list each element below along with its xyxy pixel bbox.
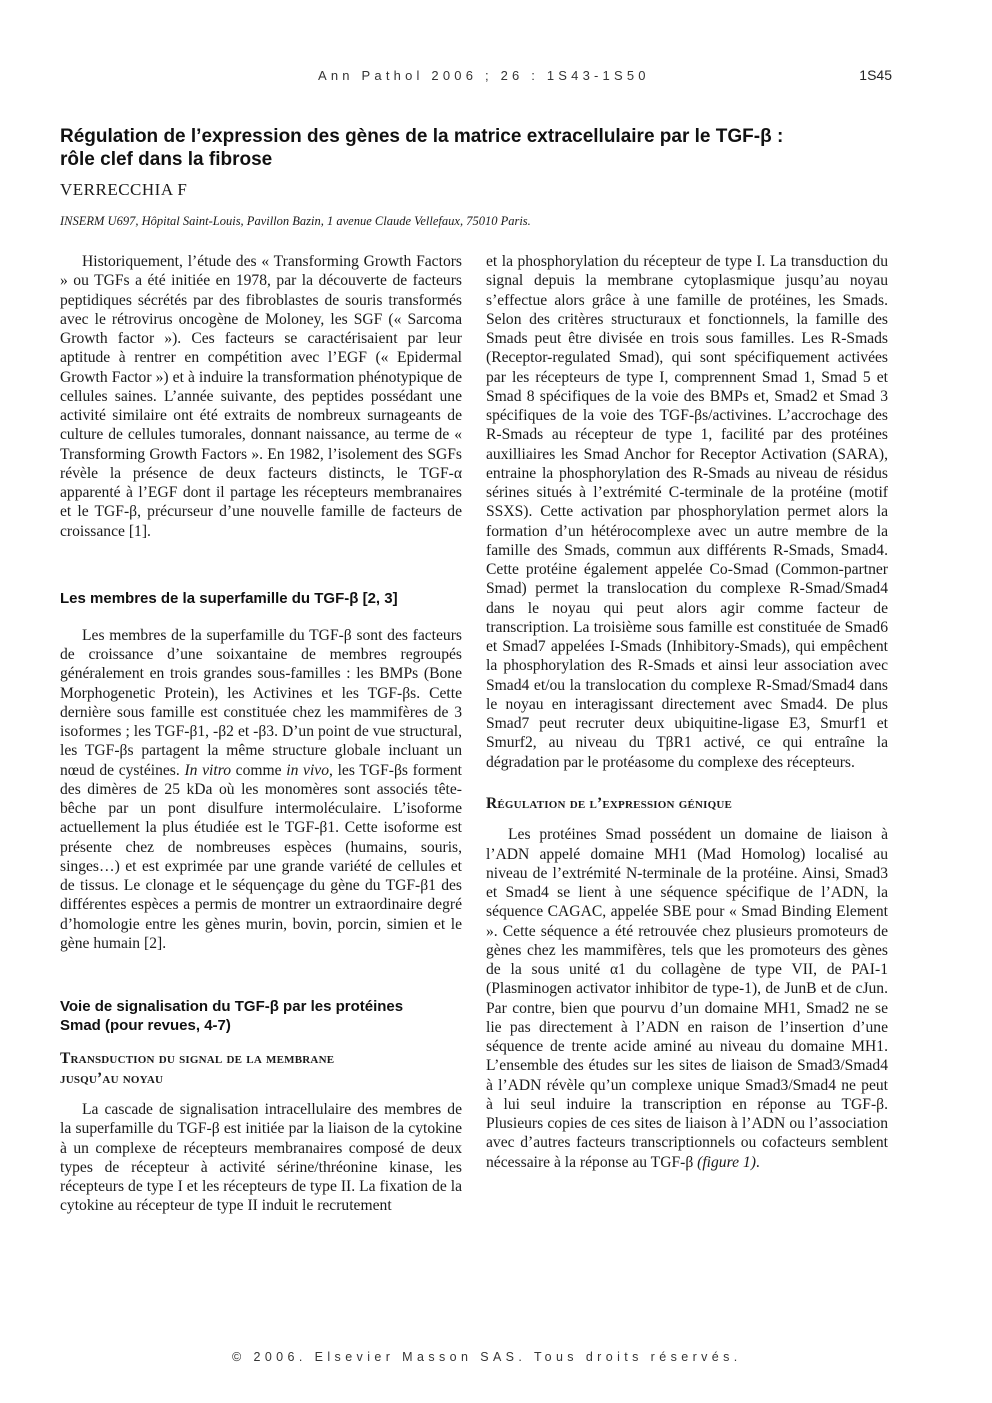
superfamily-text-start: Les membres de la superfamille du TGF-β sont des facteurs de croissance d’une soixantaine de membres regroupés généralement en trois grandes sous-familles : les BMPs (Bone Morphogenetic Protein), les Activines et les TGF-βs. Cette dernière sous famille est constituée chez les mammifères de 3 isoformes ; les TGF-β1, -β2 et -β3. D’un point de vue structural, les TGF-βs partagent la même structure globale incluant un nœud de cystéines. <box>60 626 462 779</box>
receptor-paragraph: et la phosphorylation du récepteur de type I. La transduction du signal depuis la membrane cytoplasmique jusqu’au noyau s’effectue alors grâce à une famille de protéines, les Smads. Selon des critères structuraux et fonctionnels, la famille des Smads peut être divisée en trois sous familles. Les R-Smads (Receptor-regulated Smad), qui sont spécifiquement activées par les récepteurs de type I, comprennent Smad 1, Smad 5 et Smad 8 spécifiques de la voie des BMPs et, Smad2 et Smad 3 spécifiques de la voie des TGF-βs/activines. L’accrochage des R-Smads au récepteur de type 1, facilité par des protéines auxilliaires les Smad Anchor for Receptor Activation (SARA), entraine la phosphorylation des R-Smads au niveau de résidus sérines situés à l’extrémité C-terminale de la protéine (motif SSXS). Cette activation par phosphorylation permet alors la formation d’un hétérocomplexe avec un autre membre de la famille des Smads, commun aux différents R-Smads, Smad4. Cette protéine également appelée Co-Smad (Common-partner Smad) permet la translocation du complexe R-Smad/Smad4 dans le noyau qui peut alors agir comme facteur de transcription. La troisième sous famille est constituée de Smad6 et Smad7 appelées I-Smads (Inhibitory-Smads), qui empêchent la phosphorylation des R-Smads et ainsi leur association avec Smad4 et/ou la translocation du complexe R-Smad/Smad4 dans le noyau en interagissant directement avec Smad4. De plus Smad7 peut recruter deux ubiquitine-ligase E3, Smurf1 et Smurf2, au niveau du TβR1 activé, ce qui entraîne la dégradation par le protéasome du complexe des récepteurs. <box>486 253 888 771</box>
subsection-heading-gene-regulation: Régulation de l’expression génique <box>486 794 733 812</box>
section-heading-superfamily: Les membres de la superfamille du TGF-β [2, 3] <box>60 589 398 607</box>
right-column <box>486 252 888 1172</box>
in-vitro-term: In vitro <box>184 761 231 779</box>
gene-regulation-paragraph <box>486 825 888 1172</box>
subsection-heading-transduction <box>60 1049 462 1088</box>
section-heading-smad-signaling <box>60 997 462 1035</box>
smad-heading-line-2: Smad (pour revues, 4-7) <box>60 1017 231 1034</box>
article-title <box>60 125 860 171</box>
title-line-1: Régulation de l’expression des gènes de la matrice extracellulaire par le TGF-β : <box>60 126 784 147</box>
left-column <box>60 252 462 1216</box>
transduction-paragraph: La cascade de signalisation intracellulaire des membres de la superfamille du TGF-β est initiée par la liaison de la cytokine à un complexe de récepteurs membranaires composé de deux types de récepteur à activité sérine/thréonine kinase, les récepteurs de type I et les récepteurs de type II. La fixation de la cytokine au récepteur de type II induit le recrutement <box>60 1101 462 1215</box>
page-number: 1S45 <box>859 67 892 83</box>
gene-regulation-text-end: . <box>755 1153 760 1171</box>
copyright-footer: © 2006. Elsevier Masson SAS. Tous droits réservés. <box>232 1350 742 1364</box>
figure-reference: (figure 1) <box>697 1153 756 1171</box>
superfamily-text-end: , les TGF-βs forment des dimères de 25 kDa où les monomères sont associés tête-bêche par un pont disulfure intermoléculaire. L’isoforme actuellement la plus étudiée est le TGF-β1. Cette isoforme est présente chez de nombreuses espèces (humains, souris, singes…) et est exprimée par une grande variété de cellules et de tissus. Le clonage et le séquençage du gène du TGF-β1 des différentes espèces a permis de montrer un extraordinaire degré d’homologie entre les gènes murin, bovin, porcin, simien et le gène humain [2]. <box>60 761 463 952</box>
smad-heading-line-1: Voie de signalisation du TGF-β par les protéines <box>60 998 404 1015</box>
comme-word: comme <box>231 761 287 779</box>
in-vivo-term: in vivo <box>286 761 330 779</box>
intro-paragraph: Historiquement, l’étude des « Transforming Growth Factors » ou TGFs a été initiée en 1978, par la découverte de facteurs peptidiques sécrétés par des fibroblastes de souris transformés avec le rétrovirus oncogène de Moloney, les SGF (« Sarcoma Growth factor »). Ces facteurs se caractérisaient par leur aptitude à rentrer en compétition avec l’EGF (« Epidermal Growth Factor ») et à induire la transformation phénotypique de cellules saines. L’année suivante, des peptides possédant une activité similaire ont été extraits de nombreux surnageants de culture de cellules tumorales, donnant naissance, au terme de « Transforming Growth Factors ». En 1982, l’isolement des SGFs révèle la présence de deux facteurs distincts, le TGF-α apparenté à l’EGF dont il partage les récepteurs membranaires et le TGF-β, précurseur d’une nouvelle famille de facteurs de croissance [1]. <box>60 253 462 540</box>
affiliation: INSERM U697, Hôpital Saint-Louis, Pavillon Bazin, 1 avenue Claude Vellefaux, 75010 Paris. <box>60 214 531 228</box>
transduction-heading-line-2: jusqu’au noyau <box>60 1069 164 1087</box>
title-line-2: rôle clef dans la fibrose <box>60 149 273 170</box>
author: VERRECCHIA F <box>60 180 188 199</box>
journal-citation: Ann Pathol 2006 ; 26 : 1S43-1S50 <box>318 68 650 83</box>
transduction-heading-line-1: Transduction du signal de la membrane <box>60 1050 335 1067</box>
gene-regulation-text: Les protéines Smad possédent un domaine de liaison à l’ADN appelé domaine MH1 (Mad Homolog) localisé au niveau de l’extrémité N-terminale de la protéine. Ainsi, Smad3 et Smad4 se lient à une séquence spécifique de l’ADN, la séquence CAGAC, appelée SBE pour « Smad Binding Element ». Cette séquence a été retrouvée chez plusieurs promoteurs de gènes chez les mammifères, tels que les promoteurs des gènes de la sous unité α1 du collagène de type VII, de PAI-1 (Plasminogen activator inhibitor de type-1), de JunB et de cJun. Par contre, bien que pourvu d’un domaine MH1, Smad2 ne se lie pas directement à l’ADN en raison de l’insertion d’une séquence de trente acide aminé au niveau du domaine MH1. L’ensemble des études sur les sites de liaison de Smad3/Smad4 à l’ADN révèle qu’un complexe unique Smad3/Smad4 ne peut à lui seul induire la transcription en réponse au TGF-β. Plusieurs copies de ces sites de liaison à l’ADN ou l’association avec d’autres facteurs transcriptionnels ou cofacteurs semblent nécessaire à la réponse au TGF-β <box>486 826 888 1171</box>
superfamily-paragraph <box>60 626 462 953</box>
